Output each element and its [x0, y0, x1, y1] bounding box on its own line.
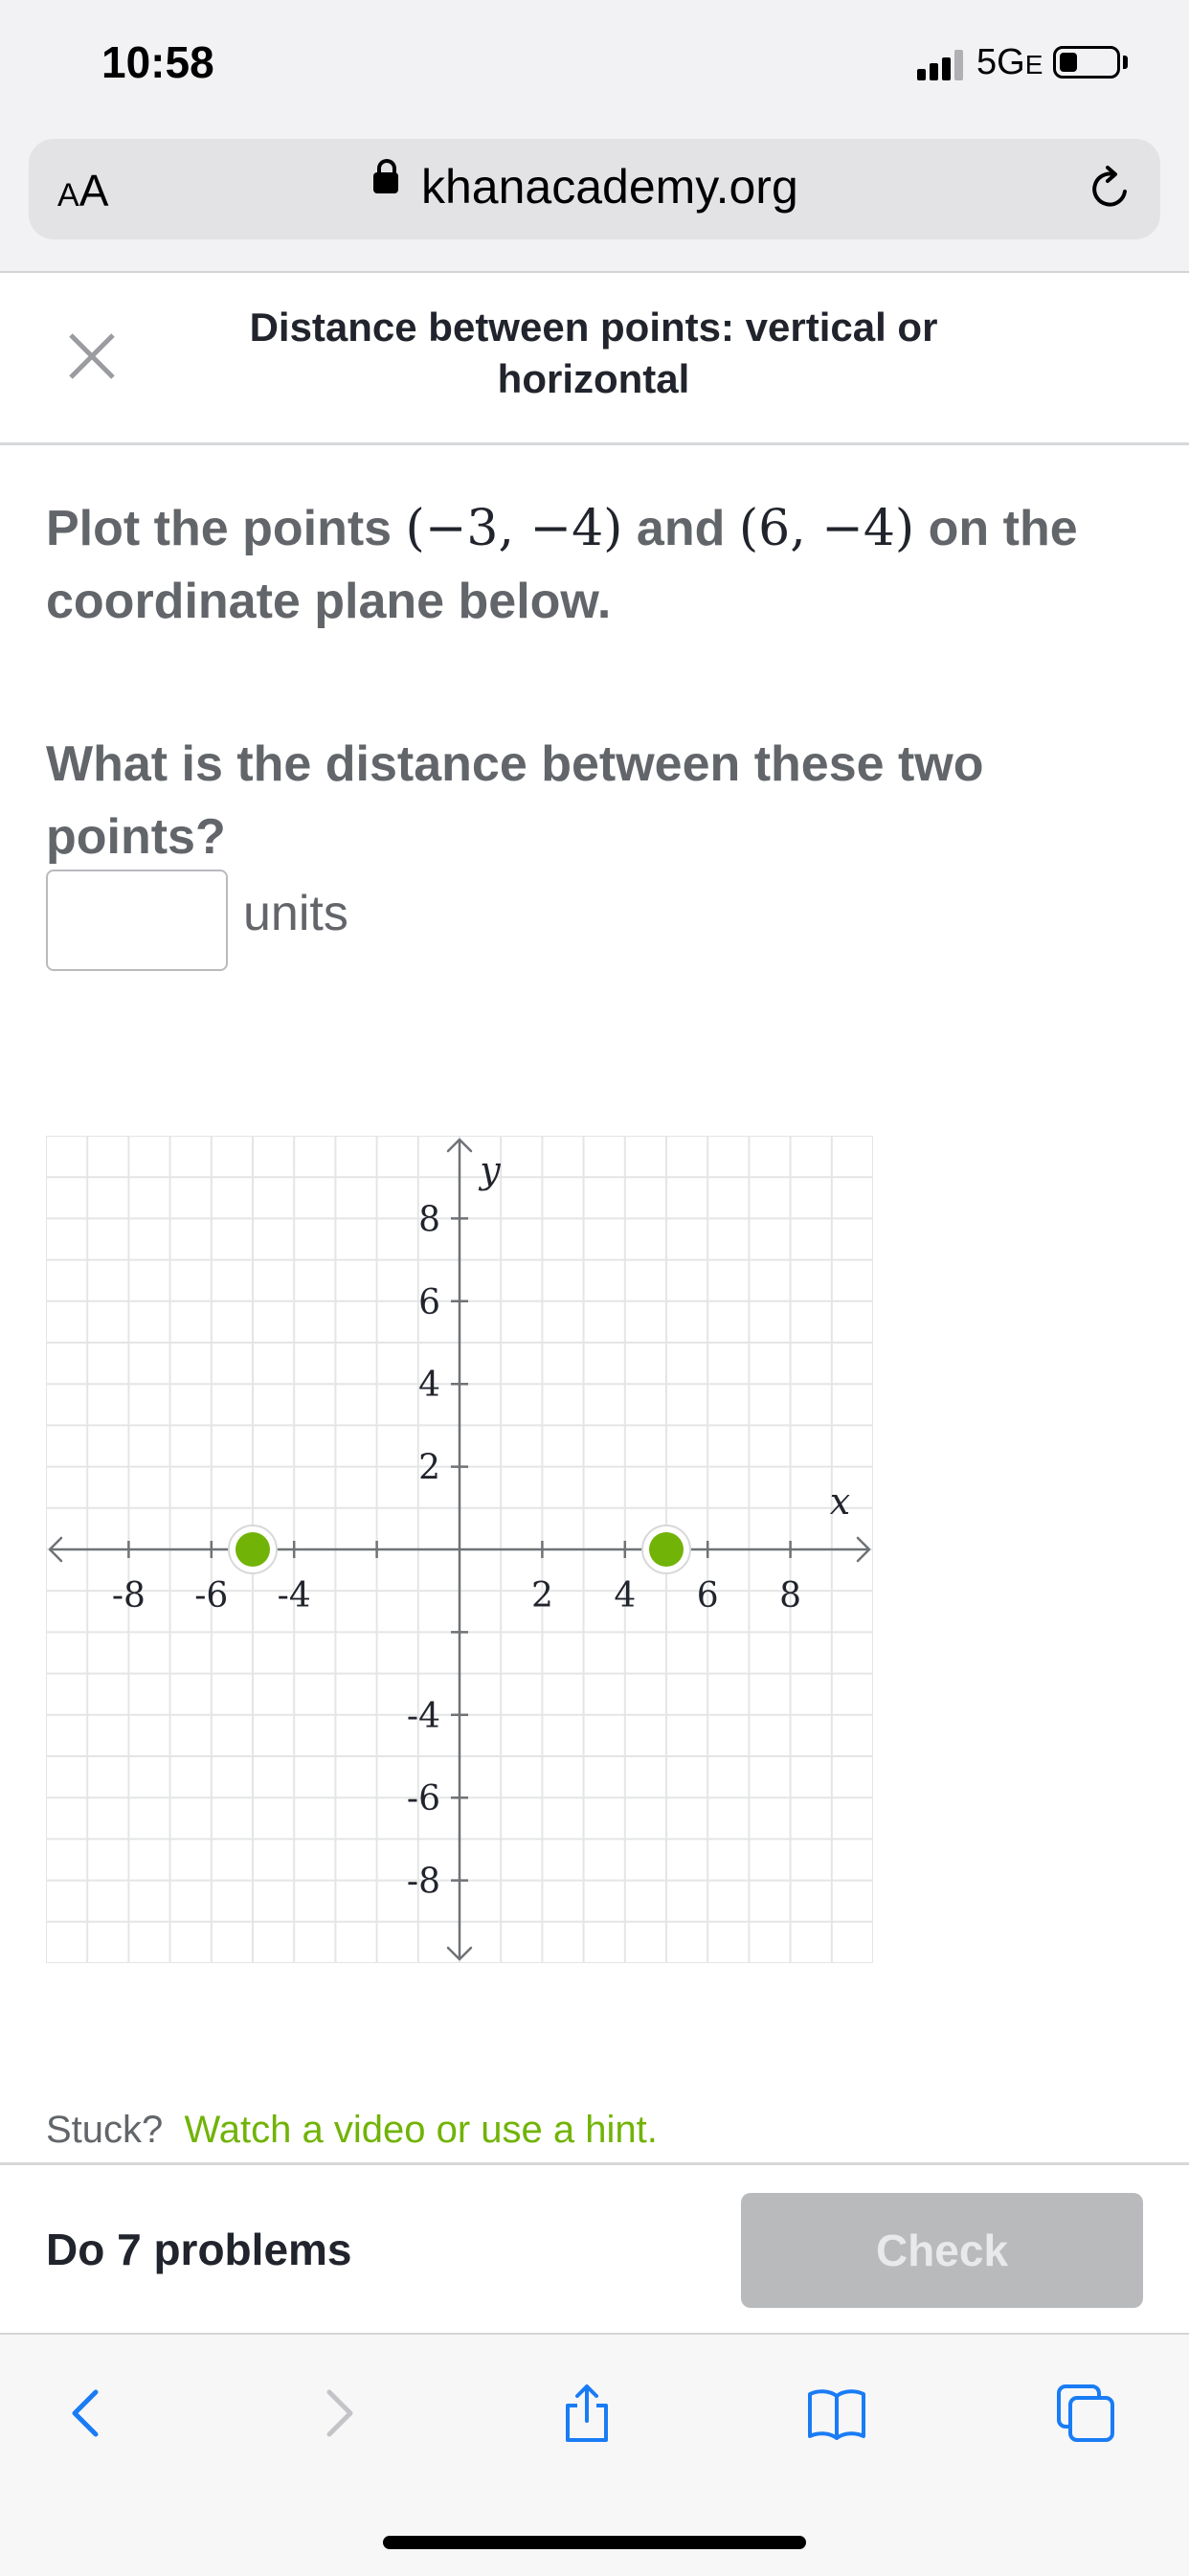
x-tick-label: -4 [277, 1576, 311, 1616]
check-button[interactable]: Check [741, 2193, 1143, 2308]
x-tick-label: 2 [530, 1576, 553, 1616]
plot-prefix: Plot the points [46, 501, 406, 556]
header-divider [0, 442, 1189, 445]
draggable-point[interactable] [236, 1532, 270, 1567]
x-tick-label: -6 [194, 1576, 229, 1616]
y-tick-label: 2 [418, 1448, 440, 1488]
plot-and: and [622, 501, 739, 556]
exercise-title: Distance between points: vertical or horizontal [249, 305, 938, 401]
x-tick-label: 8 [779, 1576, 802, 1616]
x-tick-label: 6 [696, 1576, 719, 1616]
status-time: 10:58 [101, 37, 214, 87]
y-tick-label: 4 [418, 1366, 440, 1406]
back-icon[interactable] [57, 2383, 119, 2444]
y-tick-label: -6 [406, 1779, 440, 1819]
text-size-button[interactable]: AA [57, 166, 109, 215]
x-tick-label: -8 [111, 1576, 146, 1616]
units-label: units [243, 886, 348, 941]
stuck-label: Stuck? [46, 2109, 164, 2151]
lock-icon [373, 172, 398, 193]
coordinate-plane[interactable] [46, 1136, 873, 1963]
point-b-text: (6, −4) [738, 500, 915, 557]
y-tick-label: -8 [406, 1862, 440, 1902]
problem-count: Do 7 problems [46, 2225, 352, 2274]
distance-question: What is the distance between these two points? [46, 736, 984, 865]
home-indicator [383, 2536, 806, 2549]
url-text[interactable]: khanacademy.org [421, 160, 798, 214]
signal-icon [917, 50, 967, 80]
answer-input[interactable] [46, 870, 228, 971]
y-axis-label: y [480, 1149, 501, 1192]
share-icon[interactable] [556, 2383, 617, 2444]
battery-icon [1053, 46, 1120, 79]
forward-icon[interactable] [306, 2383, 368, 2444]
hint-link[interactable]: Watch a video or use a hint. [184, 2109, 658, 2151]
x-tick-label: 4 [614, 1576, 637, 1616]
plot-instruction [46, 492, 1147, 638]
close-icon[interactable] [63, 328, 121, 385]
bookmarks-icon[interactable] [806, 2383, 867, 2444]
x-axis-label: x [829, 1480, 851, 1523]
tabs-icon[interactable] [1055, 2383, 1116, 2444]
network-type: 5G [976, 42, 1025, 82]
y-tick-label: 8 [418, 1200, 440, 1240]
footer-divider [0, 2162, 1189, 2165]
network-indicator [976, 42, 1043, 83]
stuck-row [46, 2109, 658, 2152]
point-a-text: (−3, −4) [405, 500, 623, 557]
network-suffix: E [1024, 50, 1043, 79]
reload-icon[interactable] [1087, 165, 1134, 213]
battery-nub [1123, 56, 1128, 69]
y-tick-label: 6 [418, 1282, 440, 1322]
plot-suffix: on the coordinate plane below. [46, 501, 1078, 629]
y-tick-label: -4 [406, 1696, 440, 1736]
draggable-point[interactable] [649, 1532, 684, 1567]
